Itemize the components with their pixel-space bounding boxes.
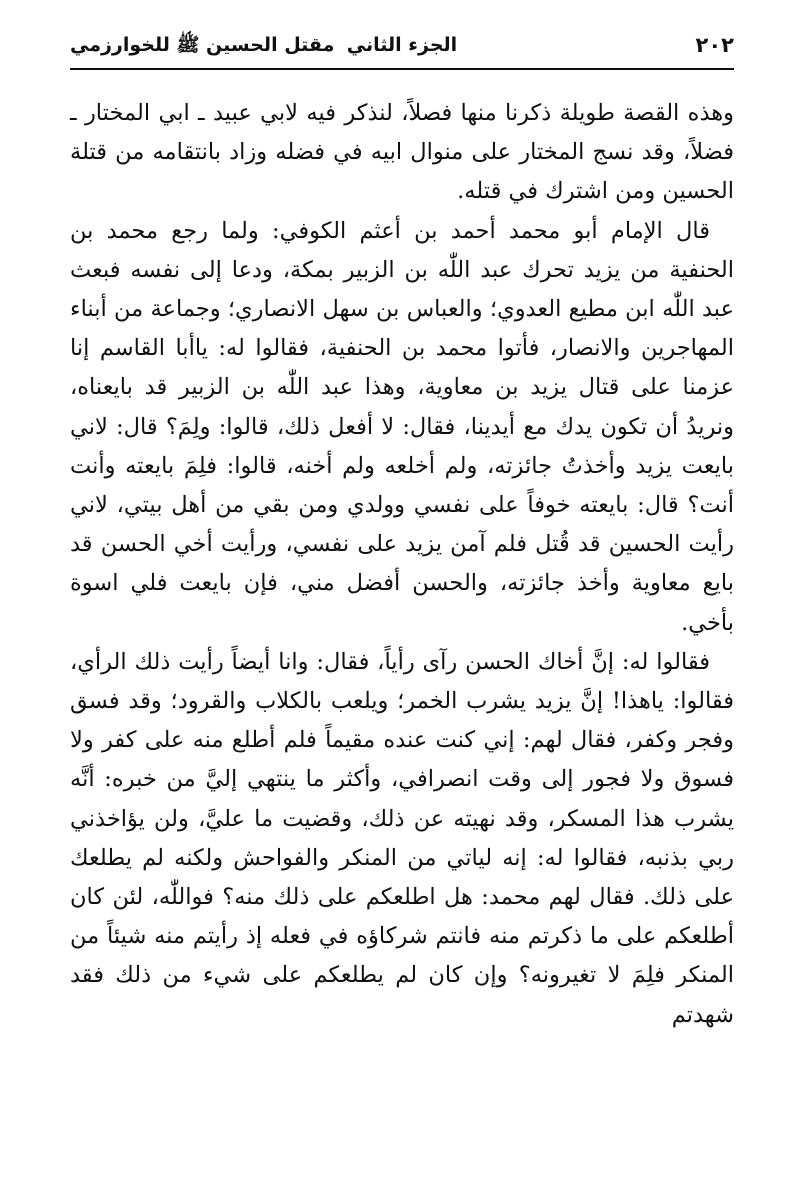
page-body (70, 94, 734, 1035)
paragraph-3: فقالوا له: إنَّ أخاك الحسن رآى رأياً، فقال: وانا أيضاً رأيت ذلك الرأي، فقالوا: ياهذا! إنَّ يزيد يشرب الخمر؛ ويلعب بالكلاب والقرود؛ وقد فسق وفجر وكفر، فقال لهم: إني كنت عنده مقيماً فلم أطلع منه على كفر ولا فسوق ولا فجور إلى وقت انصرافي، وأكثر ما ينتهي إليَّ من خبره: أنَّه يشرب هذا المسكر، وقد نهيته عن ذلك، وقضيت ما عليَّ، ولن يؤاخذني ربي بذنبه، فقالوا له: إنه لياتي من المنكر والفواحش ولكنه لم يطلعك على ذلك. فقال لهم محمد: هل اطلعكم على ذلك منه؟ فواللّٰه، لئن كان أطلعكم على ما ذكرتم منه فانتم شركاؤه في فعله إذ رأيتم منه شيئاً من المنكر فلِمَ لا تغيرونه؟ وإن كان لم يطلعكم على شيء من ذلك فقد شهدتم (70, 648, 734, 1028)
book-title: مقتل الحسين ﷺ للخوارزمي (70, 34, 335, 56)
header-rule (70, 68, 734, 70)
page-number: ٢٠٢ (695, 33, 734, 57)
paragraph-2: قال الإمام أبو محمد أحمد بن أعثم الكوفي: ولما رجع محمد بن الحنفية من يزيد تحرك عبد اللّٰه بن الزبير بمكة، ودعا إلى نفسه فبعث عبد اللّٰه ابن مطيع العدوي؛ والعباس بن سهل الانصاري؛ وجماعة من أبناء المهاجرين والانصار، فأتوا محمد بن الحنفية، فقالوا له: ياأبا القاسم إنا عزمنا على قتال يزيد بن معاوية، وهذا عبد اللّٰه بن الزبير قد بايعناه، ونريدُ أن تكون يدك مع أيدينا، فقال: لا أفعل ذلك، قالوا: ولِمَ؟ قال: لاني بايعت يزيد وأخذتُ جائزته، ولم أخلعه ولم أخنه، قالوا: فلِمَ بايعته وأنت أنت؟ قال: بايعته خوفاً على نفسي وولدي ومن بقي من أهل بيتي، لاني رأيت الحسين قد قُتل فلم آمن يزيد على نفسي، ورأيت أخي الحسن قد بايع معاوية وأخذ جائزته، والحسن أفضل مني، فإن بايعت فلي اسوة بأخي. (70, 217, 734, 636)
paragraph-1: وهذه القصة طويلة ذكرنا منها فصلاً، لنذكر فيه لابي عبيد ـ ابي المختار ـ فضلاً، وقد نسج المختار على منوال ابيه في فضله وزاد بانتقامه من قتلة الحسين ومن اشترك في قتله. (70, 100, 734, 205)
running-header (70, 28, 734, 62)
part-title: الجزء الثاني (346, 34, 458, 56)
